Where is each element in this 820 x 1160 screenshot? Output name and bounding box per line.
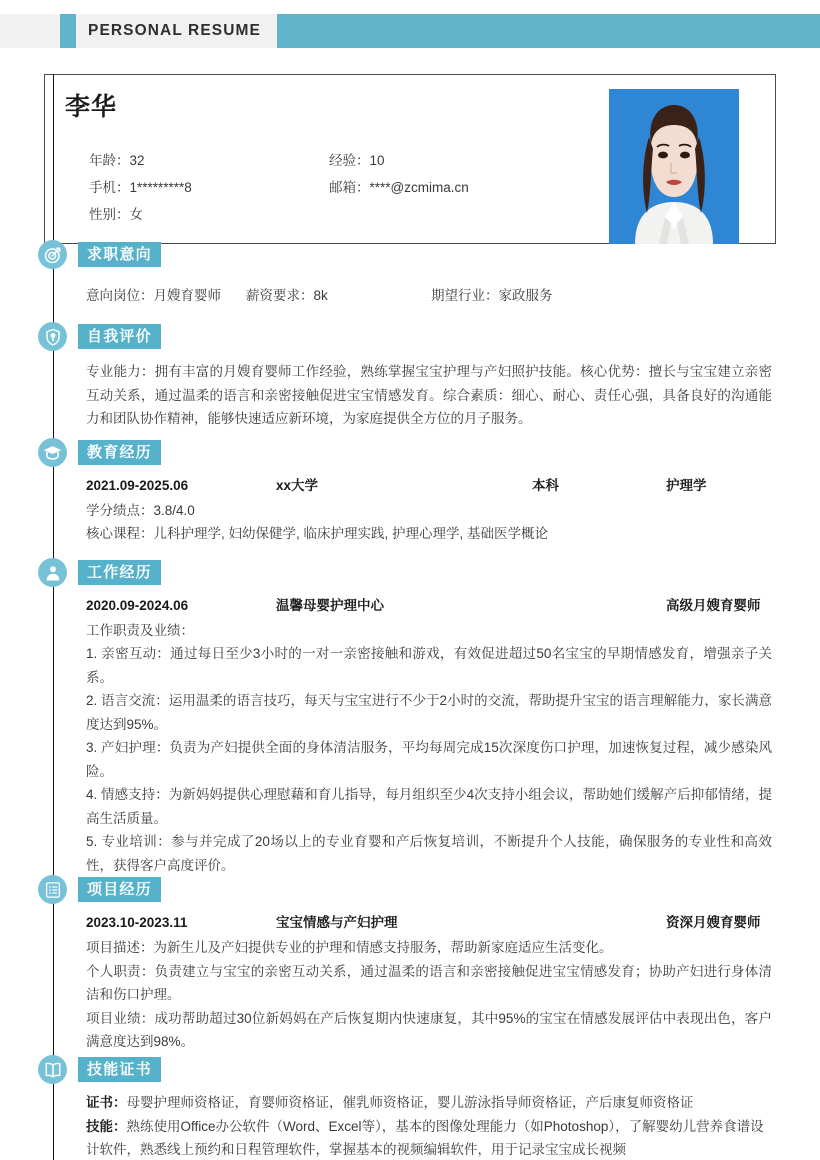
project-row-head xyxy=(86,911,772,934)
work-role: 高级月嫂育婴师 xyxy=(666,598,761,613)
open-book-icon xyxy=(38,1055,67,1084)
skills-cert-label: 证书： xyxy=(86,1095,127,1110)
self-evaluation-body xyxy=(86,360,772,431)
skills-body xyxy=(86,1091,772,1160)
info-phone: 手机：1*********8 xyxy=(89,179,192,195)
skills-skill-label: 技能： xyxy=(86,1118,127,1134)
work-item: 4. 情感支持：为新妈妈提供心理慰藉和育儿指导，每月组织至少4次支持小组会议，帮助她们缓解产后抑郁情绪，提高生活质量。 xyxy=(86,787,772,826)
work-row-head xyxy=(86,594,772,617)
project-body xyxy=(86,911,772,1054)
project-item: 项目描述：为新生儿及产妇提供专业的护理和情感支持服务，帮助新家庭适应生活变化。 xyxy=(86,940,613,955)
education-row-head xyxy=(86,474,772,497)
education-degree: 本科 xyxy=(532,478,559,493)
personal-info xyxy=(89,145,649,226)
education-courses: 核心课程：儿科护理学, 妇幼保健学, 临床护理实践, 护理心理学, 基础医学概论 xyxy=(86,526,549,541)
info-email: 邮箱：****@zcmima.cn xyxy=(329,179,469,195)
target-icon xyxy=(38,240,67,269)
skills-certificates xyxy=(86,1091,772,1115)
work-date: 2020.09-2024.06 xyxy=(86,598,189,613)
section-title-education: 教育经历 xyxy=(78,440,161,465)
education-date: 2021.09-2025.06 xyxy=(86,478,189,493)
section-title-objective: 求职意向 xyxy=(78,242,161,267)
banner-left-tab xyxy=(60,14,76,48)
info-row xyxy=(89,145,649,172)
profile-card xyxy=(44,74,776,244)
skills-cert-value: 母婴护理师资格证，育婴师资格证，催乳师资格证，婴儿游泳指导师资格证，产后康复师资格证 xyxy=(126,1095,694,1110)
education-gpa: 学分绩点：3.8/4.0 xyxy=(86,503,195,518)
candidate-name: 李华 xyxy=(65,93,118,121)
work-item: 5. 专业培训：参与并完成了20场以上的专业育婴和产后恢复培训，不断提升个人技能，确保服务的专业性和高效性，获得客户高度评价。 xyxy=(86,834,772,873)
info-age: 年龄：32 xyxy=(89,152,145,168)
skills-skill-value: 熟练使用Office办公软件（Word、Excel等），基本的图像处理能力（如Photoshop），了解婴幼儿营养食谱设计软件，熟悉线上预约和日程管理软件，掌握基本的视频编辑软件，用于记录宝宝成长视频 xyxy=(86,1118,764,1157)
skills-abilities xyxy=(86,1115,772,1160)
list-icon xyxy=(38,875,67,904)
work-item: 3. 产妇护理：负责为产妇提供全面的身体清洁服务，平均每周完成15次深度伤口护理，加速恢复过程，减少感染风险。 xyxy=(86,740,772,779)
banner-accent-bar xyxy=(277,14,820,48)
page-banner xyxy=(0,14,820,48)
banner-title: PERSONAL RESUME xyxy=(88,22,261,39)
project-name: 宝宝情感与产妇护理 xyxy=(276,915,398,930)
section-title-skills: 技能证书 xyxy=(78,1057,161,1082)
info-row xyxy=(89,172,649,199)
info-row xyxy=(89,199,649,226)
education-body xyxy=(86,474,772,545)
objective-industry: 期望行业：家政服务 xyxy=(431,288,553,303)
section-title-project: 项目经历 xyxy=(78,877,161,902)
lightbulb-shield-icon xyxy=(38,322,67,351)
work-intro: 工作职责及业绩： xyxy=(86,623,194,638)
info-experience: 经验：10 xyxy=(329,152,385,168)
work-item: 1. 亲密互动：通过每日至少3小时的一对一亲密接触和游戏，有效促进超过50名宝宝的早期情感发育，增强亲子关系。 xyxy=(86,646,772,685)
objective-salary: 薪资要求：8k xyxy=(246,288,328,303)
section-title-self-evaluation: 自我评价 xyxy=(78,324,161,349)
project-date: 2023.10-2023.11 xyxy=(86,915,188,930)
education-school: xx大学 xyxy=(276,478,319,493)
work-item: 2. 语言交流：运用温柔的语言技巧，每天与宝宝进行不少于2小时的交流，帮助提升宝宝的语言理解能力，家长满意度达到95%。 xyxy=(86,693,772,732)
section-title-work: 工作经历 xyxy=(78,560,161,585)
work-body xyxy=(86,594,772,877)
objective-position: 意向岗位：月嫂育婴师 xyxy=(86,288,221,303)
objective-row xyxy=(86,284,772,304)
work-company: 温馨母婴护理中心 xyxy=(276,598,384,613)
timeline-line xyxy=(53,74,54,1160)
self-evaluation-text: 专业能力：拥有丰富的月嫂育婴师工作经验，熟练掌握宝宝护理与产妇照护技能。核心优势：擅长与宝宝建立亲密互动关系，通过温柔的语言和亲密接触促进宝宝情感发育。综合素质：细心、耐心、责任心强，具备良好的沟通能力和团队协作精神，能够快速适应新环境，为家庭提供全方位的月子服务。 xyxy=(86,364,772,426)
project-item: 个人职责：负责建立与宝宝的亲密互动关系，通过温柔的语言和亲密接触促进宝宝情感发育；协助产妇进行身体清洁和伤口护理。 xyxy=(86,963,772,1002)
education-major: 护理学 xyxy=(666,478,707,493)
objective-body xyxy=(86,284,772,304)
person-icon xyxy=(38,558,67,587)
graduation-cap-icon xyxy=(38,438,67,467)
info-gender: 性别：女 xyxy=(89,206,143,222)
project-item: 项目业绩：成功帮助超过30位新妈妈在产后恢复期内快速康复，其中95%的宝宝在情感发展评估中表现出色，客户满意度达到98%。 xyxy=(86,1010,772,1049)
project-role: 资深月嫂育婴师 xyxy=(666,915,761,930)
